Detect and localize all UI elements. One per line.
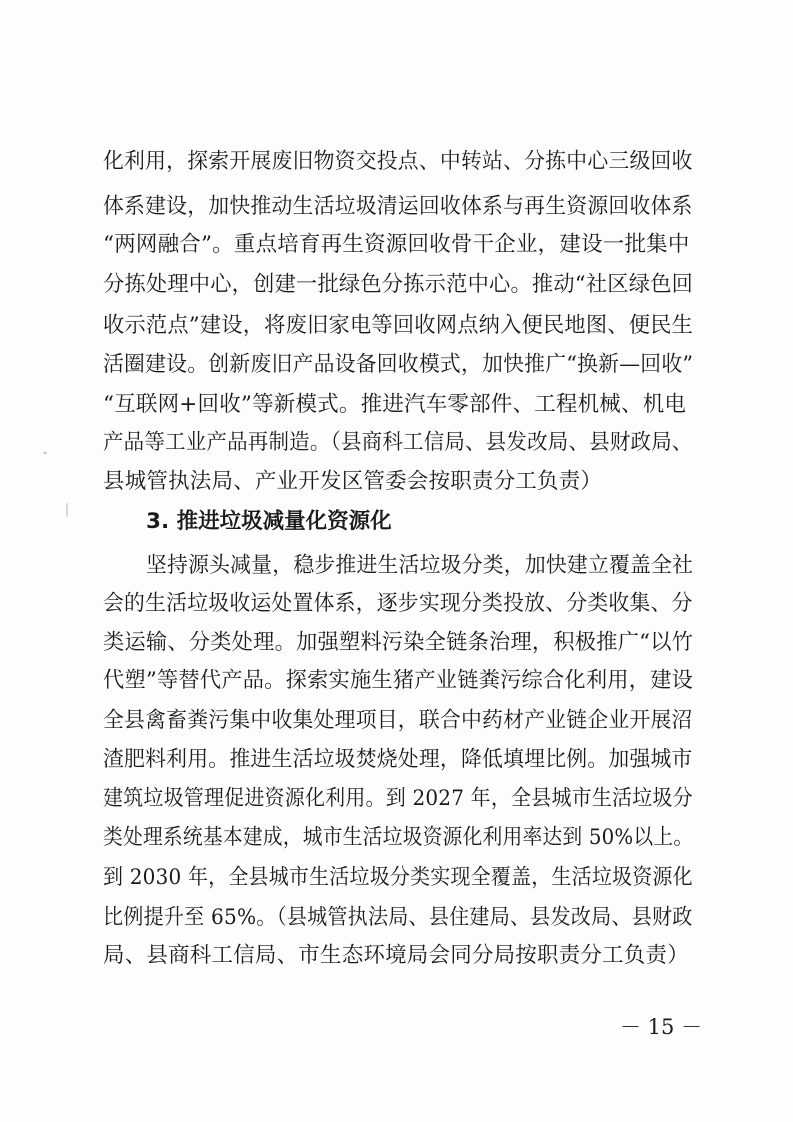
text-line: 局、县商科工信局、市生态环境局会同分局按职责分工负责）: [103, 943, 689, 968]
text-line: 类处理系统基本建成，城市生活垃圾资源化利用率达到 50%以上。: [103, 825, 694, 850]
scan-speck: [43, 452, 47, 454]
text-line: 渣肥料利用。推进生活垃圾焚烧处理，降低填埋比例。加强城市: [103, 747, 693, 772]
text-line: 体系建设，加快推动生活垃圾清运回收体系与再生资源回收体系: [103, 194, 693, 219]
text-line: 产品等工业产品再制造。（县商科工信局、县发改局、县财政局、: [103, 430, 693, 455]
text-line: “两网融合”。重点培育再生资源回收骨干企业，建设一批集中: [103, 232, 690, 257]
text-line: 分拣处理中心，创建一批绿色分拣示范中心。推动“社区绿色回: [103, 272, 694, 297]
section-heading: 3. 推进垃圾减量化资源化: [146, 509, 392, 534]
page-number: － 15 －: [620, 1015, 703, 1039]
text-line: 收示范点”建设，将废旧家电等回收网点纳入便民地图、便民生: [103, 313, 694, 338]
text-line: 到 2030 年，全县城市生活垃圾分类实现全覆盖，生活垃圾资源化: [103, 865, 693, 890]
text-line: “互联网+回收”等新模式。推进汽车零部件、工程机械、机电: [103, 392, 687, 417]
text-line: 建筑垃圾管理促进资源化利用。到 2027 年，全县城市生活垃圾分: [103, 786, 693, 811]
text-line: 比例提升至 65%。（县城管执法局、县住建局、县发改局、县财政: [103, 905, 693, 930]
text-line: 全县禽畜粪污集中收集处理项目，联合中药材产业链企业开展沼: [103, 708, 693, 733]
text-line: 活圈建设。创新废旧产品设备回收模式，加快推广“换新—回收”: [103, 352, 694, 377]
scan-speck: [66, 503, 68, 517]
text-line: 类运输、分类处理。加强塑料污染全链条治理，积极推广“以竹: [103, 630, 694, 655]
text-line: 坚持源头减量，稳步推进生活垃圾分类，加快建立覆盖全社: [146, 553, 694, 578]
text-line: 代塑”等替代产品。探索实施生猪产业链粪污综合化利用，建设: [103, 668, 694, 693]
text-line: 县城管执法局、产业开发区管委会按职责分工负责）: [103, 469, 603, 494]
text-line: 化利用，探索开展废旧物资交投点、中转站、分拣中心三级回收: [103, 149, 693, 174]
text-line: 会的生活垃圾收运处置体系，逐步实现分类投放、分类收集、分: [103, 591, 693, 616]
